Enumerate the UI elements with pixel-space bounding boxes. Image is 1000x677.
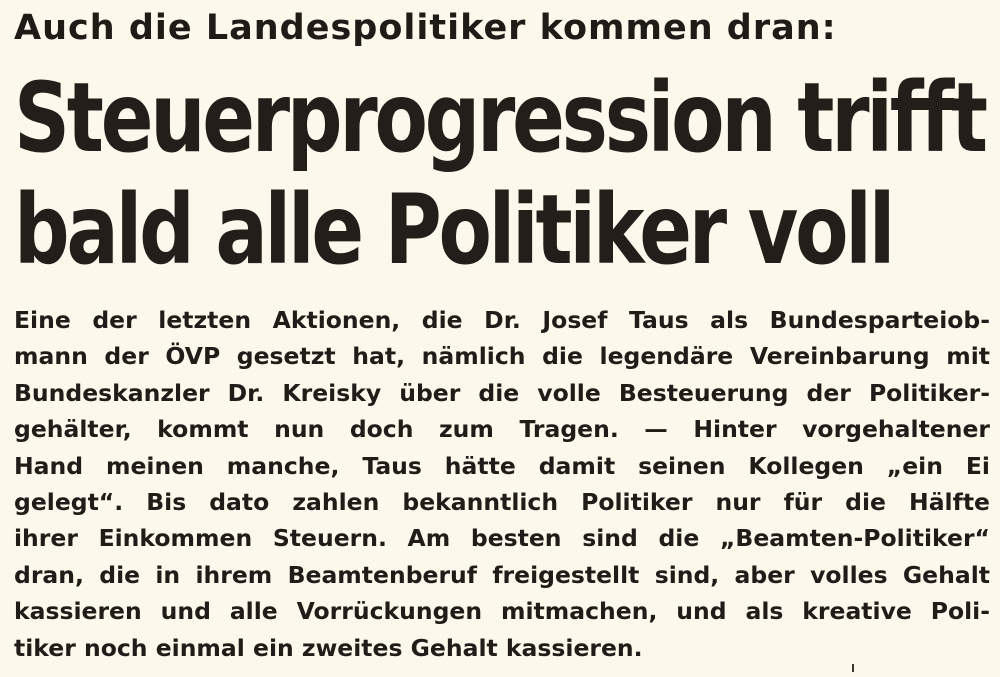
kicker-line: Auch die Landespolitiker kommen dran: — [14, 8, 837, 48]
print-speck — [852, 664, 854, 672]
article-body — [14, 302, 990, 666]
body-line: Bundeskanzler Dr. Kreisky über die volle Besteuerung der Politiker- — [14, 378, 990, 407]
headline-line-1: Steuerprogression trifft — [14, 62, 985, 174]
body-line: Eine der letzten Aktionen, die Dr. Josef Taus als Bundesparteiob- — [14, 306, 990, 334]
body-line: Hand meinen manche, Taus hätte damit seinen Kollegen „ein Ei — [14, 451, 990, 480]
body-line: mann der ÖVP gesetzt hat, nämlich die legendäre Vereinbarung mit — [14, 342, 990, 371]
body-line: dran, die in ihrem Beamtenberuf freigestellt sind, aber volles Gehalt — [14, 560, 990, 589]
headline — [14, 62, 985, 286]
body-line: gelegt“. Bis dato zahlen bekanntlich Politiker nur für die Hälfte — [14, 488, 990, 517]
body-line: ihrer Einkommen Steuern. Am besten sind die „Beamten-Politiker“ — [14, 524, 990, 553]
body-line: kassieren und alle Vorrückungen mitmachen, und als kreative Poli- — [14, 597, 990, 626]
body-line: gehälter, kommt nun doch zum Tragen. — Hinter vorgehaltener — [14, 415, 990, 444]
body-line-last: tiker noch einmal ein zweites Gehalt kassieren. — [14, 633, 643, 662]
headline-line-2: bald alle Politiker voll — [14, 174, 893, 286]
